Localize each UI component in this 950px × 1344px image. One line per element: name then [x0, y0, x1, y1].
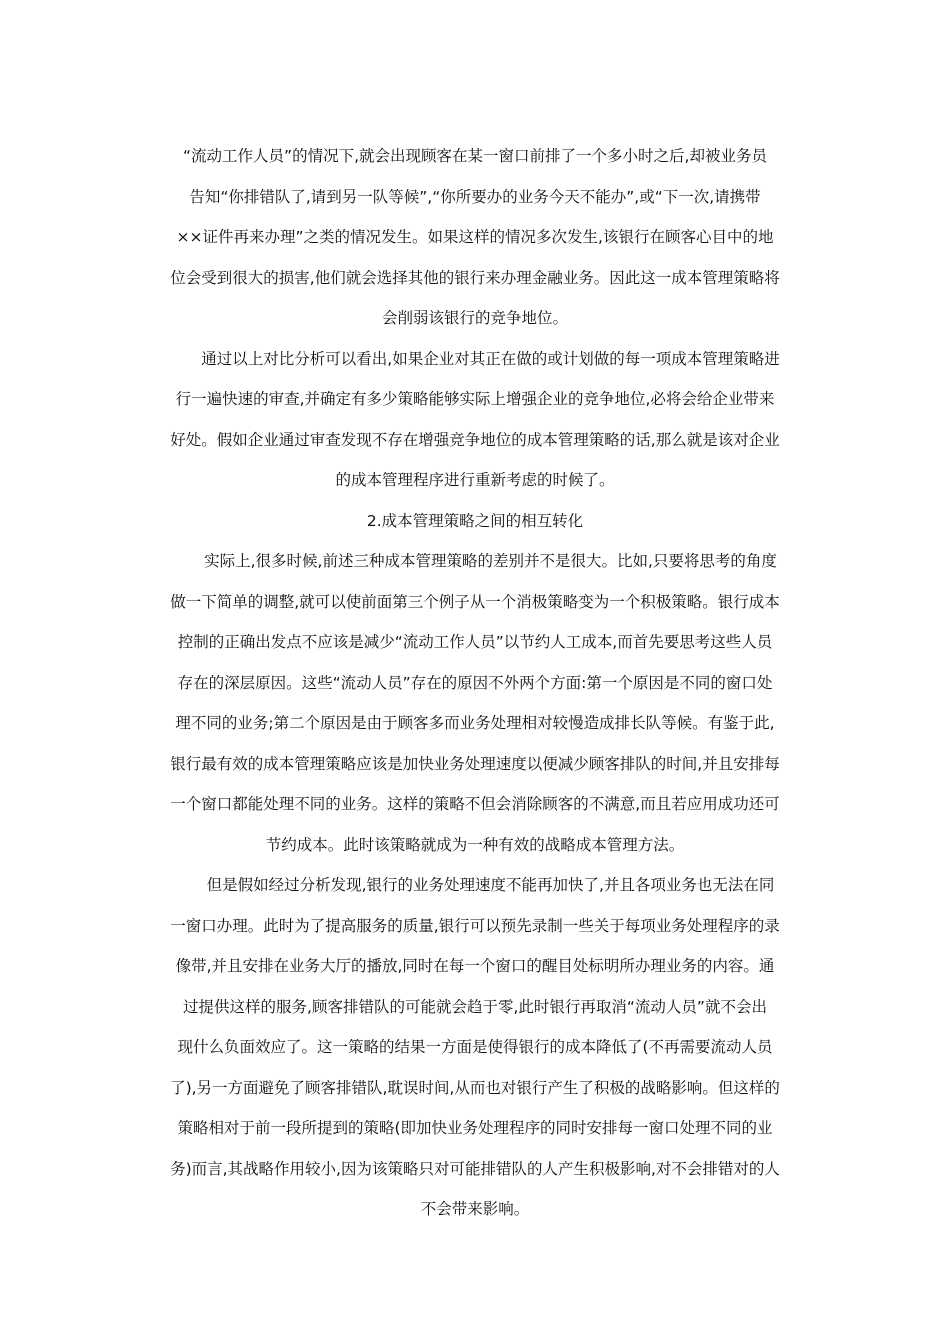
text-line: 银行最有效的成本管理策略应该是加快业务处理速度以便减少顾客排队的时间,并且安排每: [170, 754, 780, 773]
text-line: 像带,并且安排在业务大厅的播放,同时在每一个窗口的醒目处标明所办理业务的内容。通: [175, 957, 775, 975]
text-line: 策略相对于前一段所提到的策略(即加快业务处理程序的同时安排每一窗口处理不同的业: [177, 1119, 773, 1137]
heading-text: 2.成本管理策略之间的相互转化: [366, 511, 584, 530]
section-heading: [140, 501, 810, 542]
paragraph-continuation: [140, 136, 810, 339]
text-line: 会削弱该银行的竞争地位。: [381, 309, 568, 327]
text-line: 存在的深层原因。这些“流动人员”存在的原因不外两个方面:第一个原因是不同的窗口处: [177, 673, 773, 692]
text-line: “流动工作人员”的情况下,就会出现顾客在某一窗口前排了一个多小时之后,却被业务员: [183, 147, 767, 165]
text-line: 务)而言,其战略作用较小,因为该策略只对可能排错队的人产生积极影响,对不会排错对的人: [170, 1159, 780, 1178]
text-line: 一个窗口都能处理不同的业务。这样的策略不但会消除顾客的不满意,而且若应用成功还可: [170, 795, 780, 813]
text-line: 实际上,很多时候,前述三种成本管理策略的差别并不是很大。比如,只要将思考的角度: [204, 552, 777, 570]
text-line: 行一遍快速的审查,并确定有多少策略能够实际上增强企业的竞争地位,必将会给企业带来: [175, 390, 775, 408]
paragraph-alternative: [140, 865, 810, 1230]
text-line: 一窗口办理。此时为了提高服务的质量,银行可以预先录制一些关于每项业务处理程序的录: [170, 916, 780, 935]
text-line: 不会带来影响。: [420, 1200, 530, 1218]
text-line: 位会受到很大的损害,他们就会选择其他的银行来办理金融业务。因此这一成本管理策略将: [170, 268, 780, 287]
paragraph-analysis: [140, 339, 810, 501]
text-line: 节约成本。此时该策略就成为一种有效的战略成本管理方法。: [265, 835, 685, 854]
text-line: 好处。假如企业通过审查发现不存在增强竞争地位的成本管理策略的话,那么就是该对企业: [170, 430, 780, 449]
text-line: 告知“你排错队了,请到另一队等候”,“你所要办的业务今天不能办”,或“下一次,请携带: [189, 187, 761, 206]
text-line: 通过以上对比分析可以看出,如果企业对其正在做的或计划做的每一项成本管理策略进: [201, 349, 780, 368]
text-line: 的成本管理程序进行重新考虑的时候了。: [335, 471, 615, 489]
text-line: ××证件再来办理”之类的情况发生。如果这样的情况多次发生,该银行在顾客心目中的地: [176, 228, 774, 246]
document-body: [140, 136, 810, 1230]
text-line: 现什么负面效应了。这一策略的结果一方面是使得银行的成本降低了(不再需要流动人员: [177, 1038, 773, 1056]
paragraph-conversion: [140, 541, 810, 865]
text-line: 理不同的业务;第二个原因是由于顾客多而业务处理相对较慢造成排长队等候。有鉴于此,: [175, 714, 775, 732]
text-line: 过提供这样的服务,顾客排错队的可能就会趋于零,此时银行再取消“流动人员”就不会出: [183, 997, 767, 1016]
text-line: 了),另一方面避免了顾客排错队,耽误时间,从而也对银行产生了积极的战略影响。但这样的: [170, 1078, 780, 1097]
text-line: 但是假如经过分析发现,银行的业务处理速度不能再加快了,并且各项业务也无法在同: [206, 876, 775, 894]
text-line: 控制的正确出发点不应该是减少“流动工作人员”以节约人工成本,而首先要思考这些人员: [177, 633, 773, 651]
text-line: 做一下简单的调整,就可以使前面第三个例子从一个消极策略变为一个积极策略。银行成本: [170, 592, 780, 611]
